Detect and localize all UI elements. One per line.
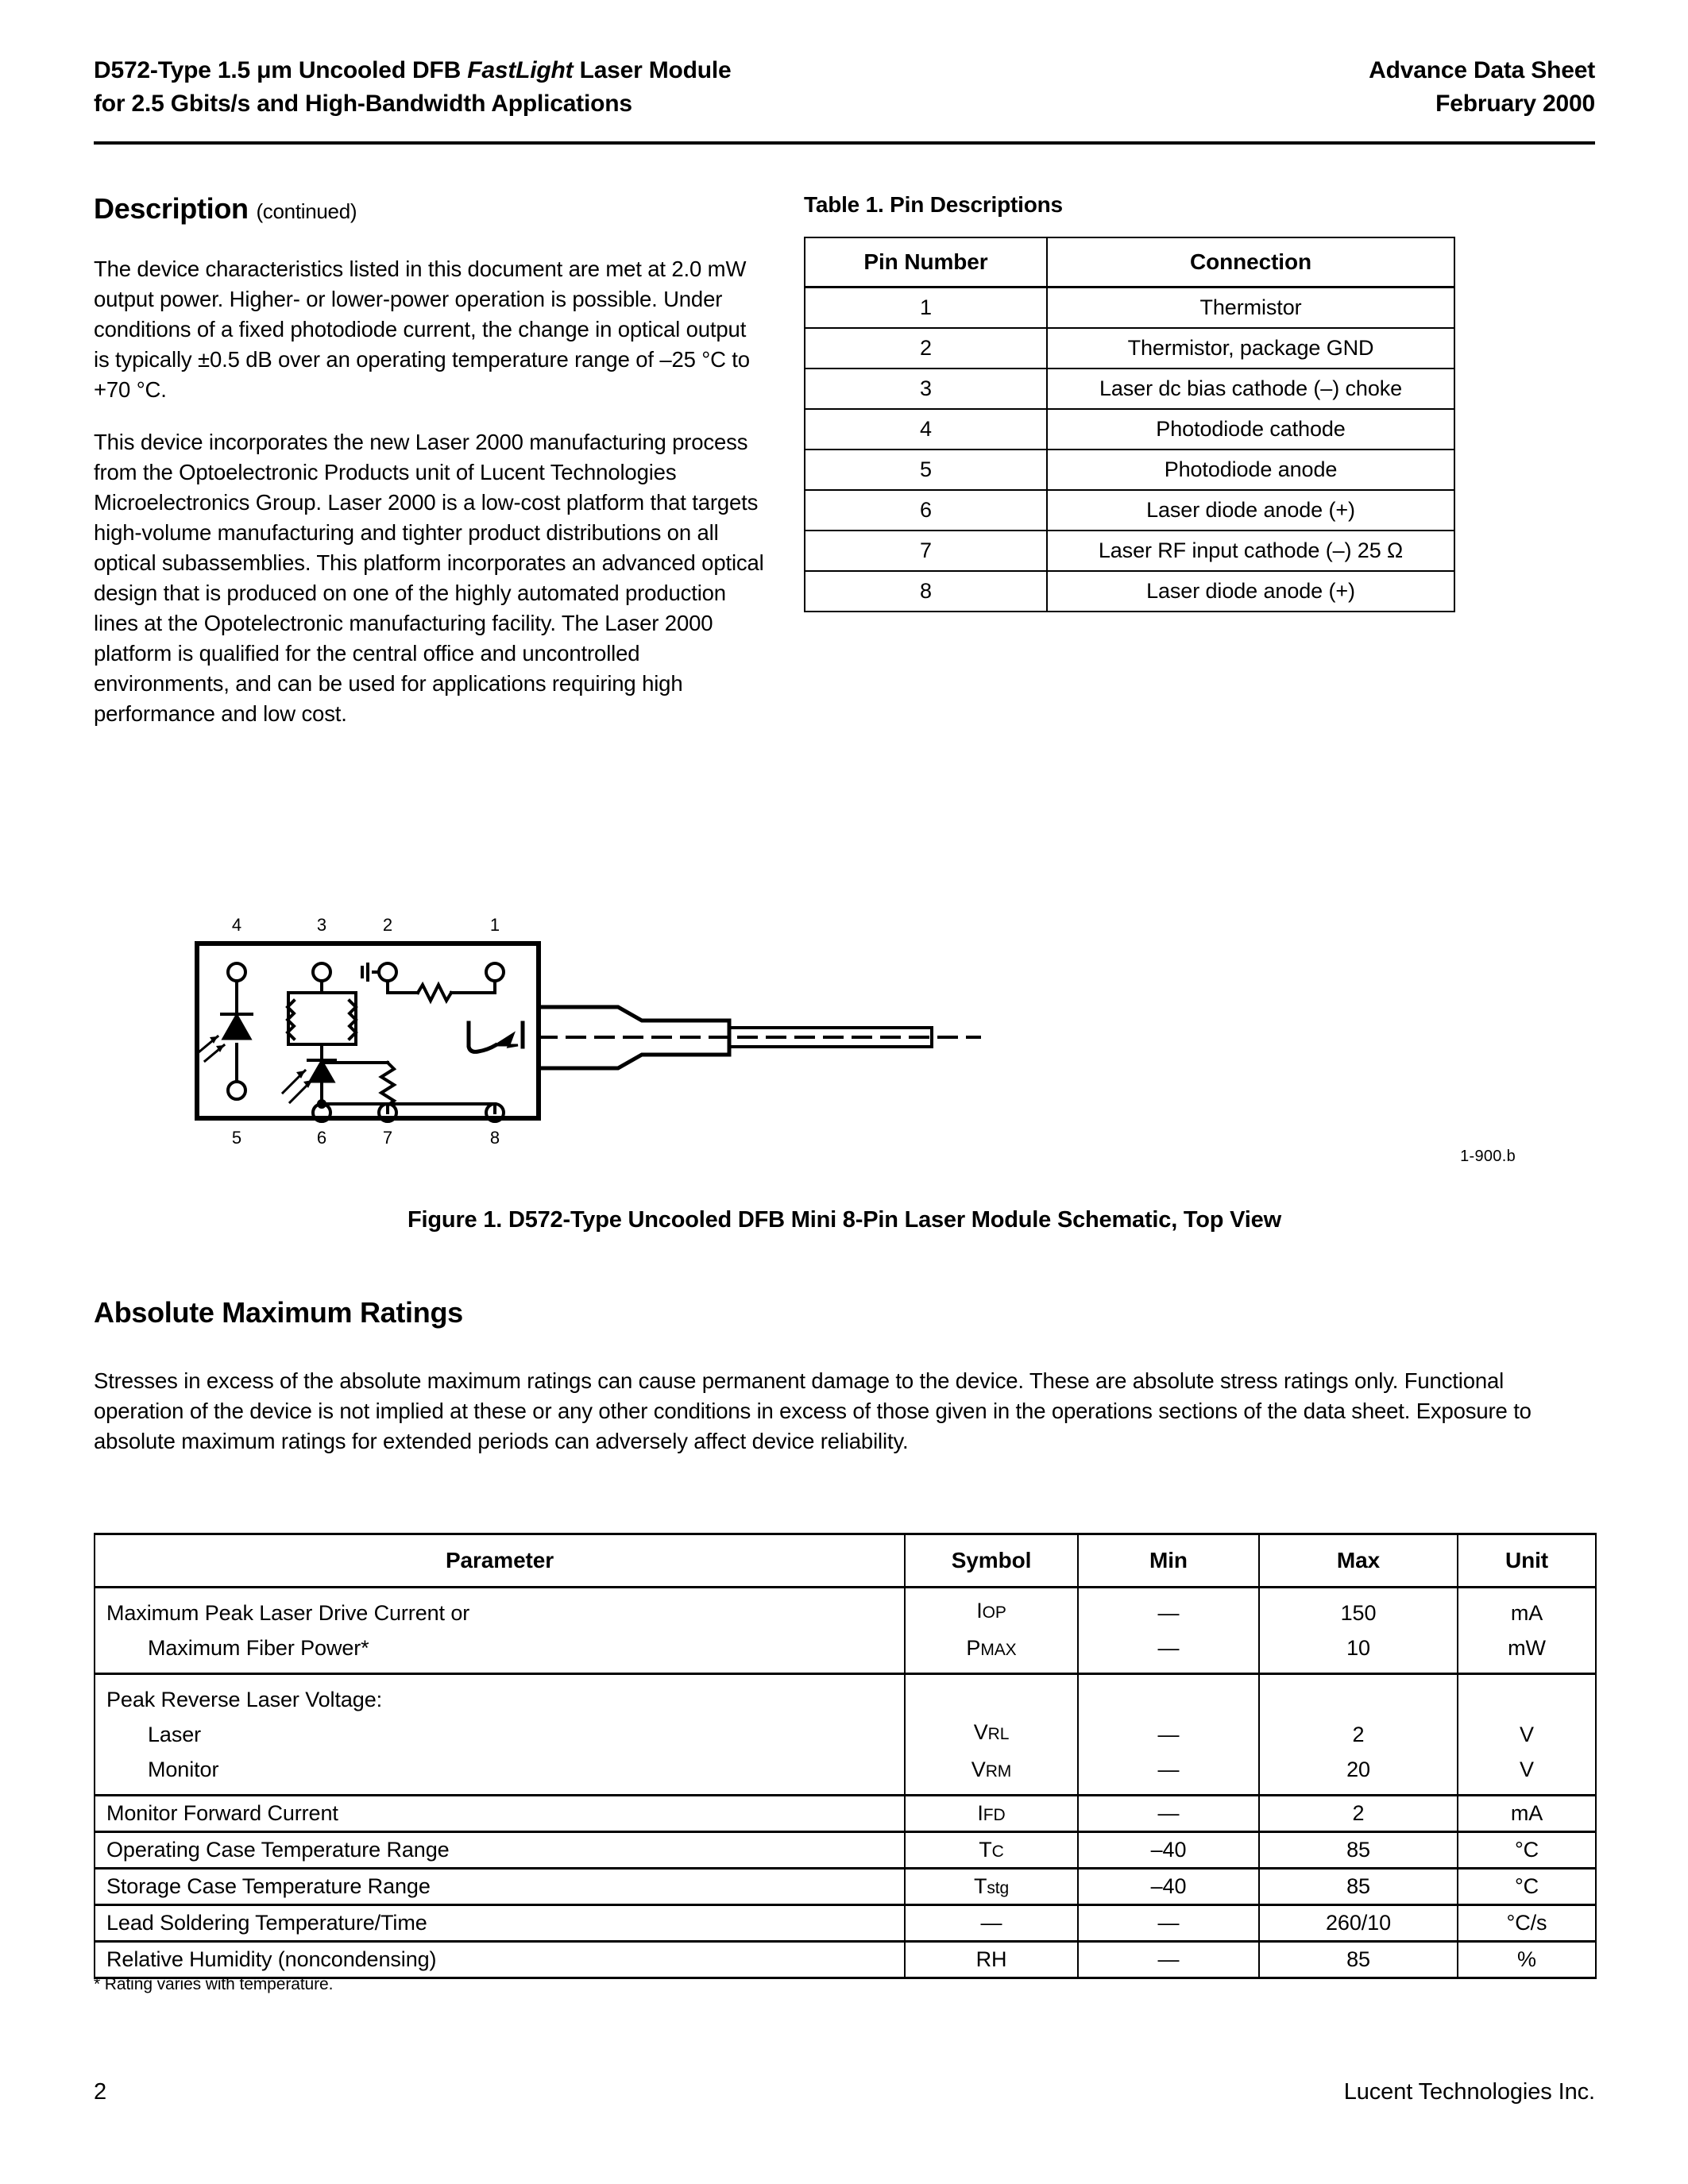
ratings-max-cell: 85 (1259, 1832, 1458, 1869)
symbol-subscript: MAX (980, 1641, 1017, 1659)
pin-label-1: 1 (489, 915, 500, 935)
symbol-subscript: FD (983, 1806, 1006, 1824)
min-line: — (1157, 1723, 1180, 1746)
unit-line: mA (1510, 1601, 1543, 1625)
table-row (95, 1796, 1596, 1832)
pin-pad-3 (313, 963, 330, 981)
title-pre: D572-Type 1.5 μm Uncooled DFB (94, 57, 468, 83)
page-number: 2 (94, 2079, 107, 2105)
ratings-parameter-cell: Operating Case Temperature Range (95, 1832, 905, 1869)
pin-table-body (805, 287, 1454, 612)
pin-number-cell: 3 (805, 369, 1047, 409)
document-title-line2: for 2.5 Gbits/s and High-Bandwidth Applications (94, 91, 632, 117)
ratings-symbol-cell (905, 1588, 1078, 1674)
min-line: — (1157, 1601, 1180, 1625)
table-row (805, 531, 1454, 571)
document-title-line1 (94, 54, 732, 87)
pin-label-4: 4 (231, 915, 242, 935)
symbol-line (914, 1715, 1069, 1752)
table-row (805, 571, 1454, 612)
ratings-table-body (95, 1588, 1596, 1978)
table-row (805, 490, 1454, 531)
pin-label-8: 8 (489, 1128, 500, 1148)
absolute-maximum-ratings-intro: Stresses in excess of the absolute maximum ratings can cause permanent damage to the device. These are absolute stress ratings only. Functional operation of the device is not implied at these or any other conditions in excess of those given in the operations sections of the data sheet. Exposure to absolute maximum ratings for extended periods can adversely affect device reliability. (94, 1368, 1532, 1453)
symbol-line (914, 1752, 1069, 1789)
symbol-subscript: OP (982, 1603, 1006, 1622)
document-title (94, 54, 732, 121)
ratings-parameter-cell: Lead Soldering Temperature/Time (95, 1905, 905, 1942)
pin-number-cell: 7 (805, 531, 1047, 571)
table-row (805, 369, 1454, 409)
symbol-subscript: stg (987, 1879, 1010, 1897)
ratings-unit-cell (1458, 1674, 1596, 1796)
symbol-subscript: RM (985, 1762, 1012, 1781)
photodiode-symbol (223, 1015, 250, 1039)
ratings-parameter-cell: Storage Case Temperature Range (95, 1869, 905, 1905)
ratings-min-cell: –40 (1078, 1869, 1259, 1905)
table-row (95, 1869, 1596, 1905)
ratings-max-cell (1259, 1674, 1458, 1796)
symbol-base: P (966, 1636, 981, 1660)
max-line: 2 (1352, 1723, 1365, 1746)
ratings-max-cell (1259, 1588, 1458, 1674)
ratings-header-row (95, 1534, 1596, 1588)
ratings-unit-cell: % (1458, 1942, 1596, 1978)
ratings-max-cell: 260/10 (1259, 1905, 1458, 1942)
symbol-base: T (979, 1838, 992, 1862)
ratings-symbol-cell (905, 1674, 1078, 1796)
table-row (95, 1832, 1596, 1869)
ratings-min-cell (1078, 1674, 1259, 1796)
symbol-base: I (977, 1801, 983, 1825)
document-meta (1369, 54, 1595, 121)
pin-label-7: 7 (382, 1128, 393, 1148)
parameter-line: Maximum Peak Laser Drive Current or (106, 1601, 470, 1625)
figure-caption: Figure 1. D572-Type Uncooled DFB Mini 8-Pin Laser Module Schematic, Top View (408, 1207, 1281, 1233)
parameter-line: Laser (148, 1723, 202, 1746)
ratings-parameter-cell: Relative Humidity (noncondensing) (95, 1942, 905, 1978)
ratings-symbol-cell (905, 1869, 1078, 1905)
pin-connection-cell: Laser dc bias cathode (–) choke (1047, 369, 1454, 409)
figure-1 (94, 905, 1595, 1239)
laser-module-schematic (94, 905, 1595, 1191)
pin-label-5: 5 (231, 1128, 242, 1148)
table-row (805, 450, 1454, 490)
light-arrows-photodiode (199, 1036, 224, 1061)
absolute-maximum-ratings-section (94, 1533, 1595, 1979)
symbol-line (914, 1593, 1069, 1630)
parameter-line: Maximum Fiber Power* (148, 1636, 369, 1660)
description-heading-text: Description (94, 192, 249, 225)
ratings-parameter-cell (95, 1674, 905, 1796)
unit-line: V (1520, 1758, 1534, 1781)
symbol-line (914, 1630, 1069, 1668)
unit-line: mW (1508, 1636, 1546, 1660)
pin-number-cell: 4 (805, 409, 1047, 450)
pin-pad-4 (228, 963, 245, 981)
ratings-col-max: Max (1259, 1534, 1458, 1588)
pin-table-header-row (805, 237, 1454, 287)
pin-number-cell: 2 (805, 328, 1047, 369)
max-line: 20 (1346, 1758, 1370, 1781)
ratings-parameter-cell (95, 1588, 905, 1674)
ground-symbol (362, 964, 379, 980)
ratings-max-cell: 85 (1259, 1942, 1458, 1978)
pin-label-2: 2 (382, 915, 393, 935)
document-type: Advance Data Sheet (1369, 57, 1595, 83)
pin-table-col-pin-number: Pin Number (805, 237, 1047, 287)
symbol-base: I (976, 1599, 983, 1623)
min-line: — (1157, 1636, 1180, 1660)
absolute-maximum-ratings-table (94, 1533, 1597, 1979)
pin-connection-cell: Laser diode anode (+) (1047, 490, 1454, 531)
header-divider (94, 141, 1595, 145)
unit-line (1466, 1682, 1587, 1717)
pin-connection-cell: Photodiode cathode (1047, 409, 1454, 450)
ratings-col-symbol: Symbol (905, 1534, 1078, 1588)
min-line: — (1157, 1758, 1180, 1781)
laser-emitter-symbol (469, 1023, 523, 1051)
title-post: Laser Module (573, 57, 732, 83)
ratings-min-cell: — (1078, 1942, 1259, 1978)
series-resistor (418, 985, 451, 1001)
symbol-line (914, 1680, 1069, 1715)
pin-table-col-connection: Connection (1047, 237, 1454, 287)
pin-connection-cell: Thermistor, package GND (1047, 328, 1454, 369)
table-row (805, 328, 1454, 369)
ratings-max-cell: 2 (1259, 1796, 1458, 1832)
absolute-maximum-ratings-heading: Absolute Maximum Ratings (94, 1296, 463, 1329)
ratings-col-min: Min (1078, 1534, 1259, 1588)
table-row (805, 287, 1454, 329)
ratings-unit-cell (1458, 1588, 1596, 1674)
parameter-line: Peak Reverse Laser Voltage: (106, 1688, 383, 1711)
title-product-italic: FastLight (467, 57, 574, 83)
pin-pad-5 (228, 1082, 245, 1099)
pin-label-6: 6 (316, 1128, 327, 1148)
thermistor-zigzag-left (288, 1001, 294, 1039)
ratings-unit-cell: °C (1458, 1832, 1596, 1869)
table-row (95, 1942, 1596, 1978)
pin-label-3: 3 (316, 915, 327, 935)
description-heading-continued: (continued) (256, 199, 357, 223)
pin-number-cell: 5 (805, 450, 1047, 490)
max-line: 150 (1340, 1601, 1377, 1625)
ratings-symbol-cell: RH (905, 1942, 1078, 1978)
symbol-subscript: C (991, 1843, 1004, 1861)
ratings-parameter-cell: Monitor Forward Current (95, 1796, 905, 1832)
max-line (1268, 1682, 1449, 1717)
thermistor-zigzag-right (350, 1001, 356, 1039)
pin-pad-1 (486, 963, 504, 981)
pin-number-cell: 1 (805, 287, 1047, 329)
ratings-col-parameter: Parameter (95, 1534, 905, 1588)
max-line: 10 (1346, 1636, 1370, 1660)
ratings-symbol-cell: — (905, 1905, 1078, 1942)
ratings-min-cell: — (1078, 1796, 1259, 1832)
pin-connection-cell: Laser diode anode (+) (1047, 571, 1454, 612)
rf-termination-resistor (381, 1063, 394, 1106)
ratings-unit-cell: °C (1458, 1869, 1596, 1905)
description-heading (94, 192, 765, 226)
pin-descriptions-table (804, 237, 1455, 612)
description-paragraph-1: The device characteristics listed in this document are met at 2.0 mW output power. Higher- or lower-power operation is possible. Under conditions of a fixed photodiode current, the change in optical output is typically ±0.5 dB over an operating temperature range of –25 °C to +70 °C. (94, 257, 750, 402)
pin-connection-cell: Thermistor (1047, 287, 1454, 329)
ratings-unit-cell: °C/s (1458, 1905, 1596, 1942)
pin-table-caption: Table 1. Pin Descriptions (804, 192, 1063, 217)
pin-number-cell: 8 (805, 571, 1047, 612)
pin-connection-cell: Laser RF input cathode (–) 25 Ω (1047, 531, 1454, 571)
ratings-col-unit: Unit (1458, 1534, 1596, 1588)
table-row (95, 1588, 1596, 1674)
symbol-base: V (973, 1720, 988, 1744)
table-row (95, 1674, 1596, 1796)
ratings-footnote: * Rating varies with temperature. (94, 1975, 334, 1993)
parameter-line: Monitor (148, 1758, 219, 1781)
ratings-max-cell: 85 (1259, 1869, 1458, 1905)
page-footer (94, 2079, 1595, 2105)
ratings-unit-cell: mA (1458, 1796, 1596, 1832)
table-row (95, 1905, 1596, 1942)
table-row (805, 409, 1454, 450)
symbol-base: T (973, 1874, 987, 1898)
light-arrows-monitor-photodiode (283, 1071, 312, 1102)
ratings-min-cell: –40 (1078, 1832, 1259, 1869)
pin-connection-cell: Photodiode anode (1047, 450, 1454, 490)
pin-pad-2 (379, 963, 396, 981)
company-name: Lucent Technologies Inc. (1343, 2079, 1595, 2105)
symbol-subscript: RL (987, 1725, 1010, 1743)
description-paragraph-2: This device incorporates the new Laser 2000 manufacturing process from the Optoelectronic Products unit of Lucent Technologies Microelectronics Group. Laser 2000 is a low-cost platform that targets high-volume manufacturing and tighter product distributions on all optical subassemblies. This platform incorporates an advanced optical design that is produced on one of the highly automated production lines at the Opotelectronic manufacturing facility. The Laser 2000 platform is qualified for the central office and uncontrolled environments, and can be used for applications requiring high performance and low cost. (94, 430, 764, 726)
ratings-min-cell (1078, 1588, 1259, 1674)
symbol-base: V (971, 1758, 986, 1781)
pin-number-cell: 6 (805, 490, 1047, 531)
unit-line: V (1520, 1723, 1534, 1746)
pin-descriptions-section (804, 192, 1455, 612)
description-column (94, 192, 765, 751)
ratings-min-cell: — (1078, 1905, 1259, 1942)
ratings-symbol-cell (905, 1832, 1078, 1869)
document-date: February 2000 (1435, 91, 1595, 117)
min-line (1087, 1682, 1250, 1717)
page-header (94, 54, 1595, 121)
drawing-id-label: 1-900.b (1460, 1148, 1516, 1165)
ratings-symbol-cell (905, 1796, 1078, 1832)
